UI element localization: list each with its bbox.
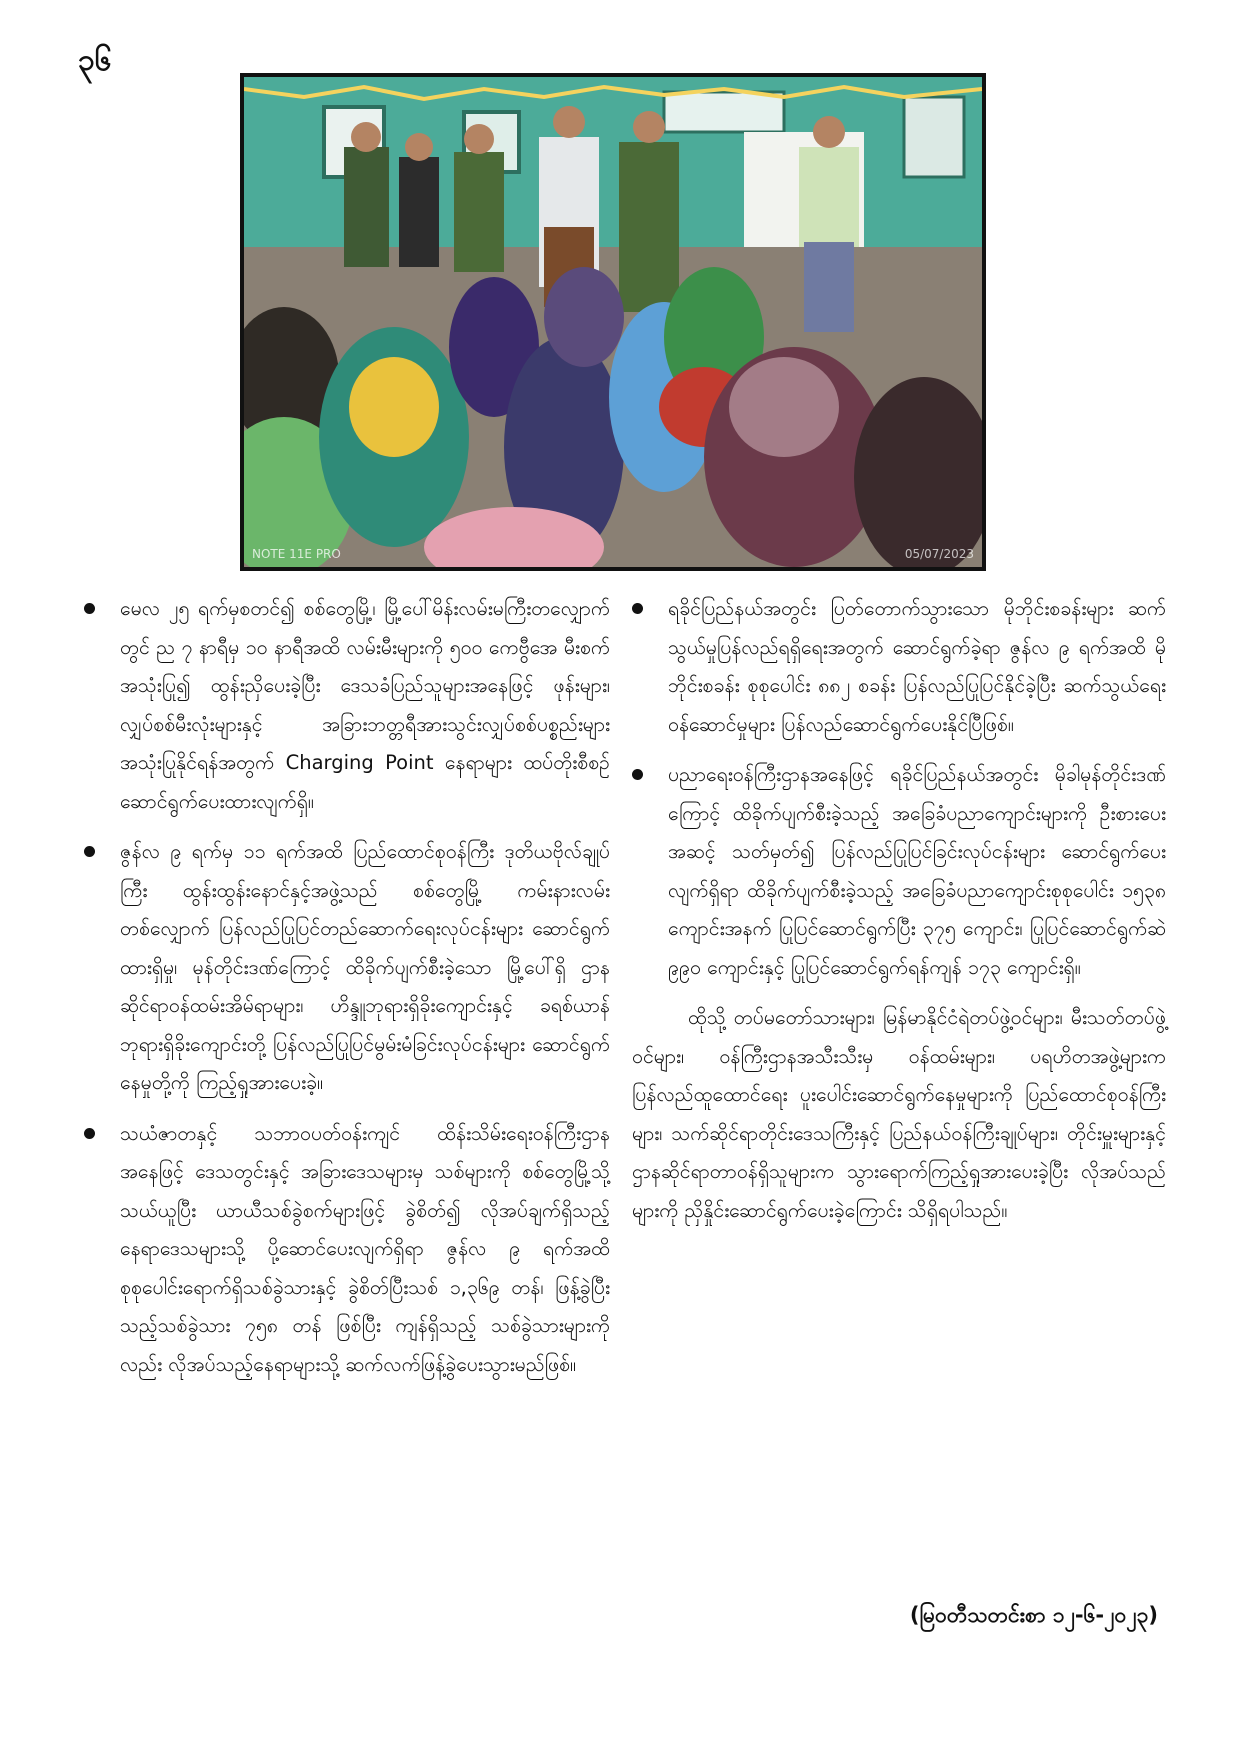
list-item xyxy=(84,833,610,1103)
list-item xyxy=(84,590,610,821)
list-item xyxy=(632,590,1166,744)
right-column xyxy=(632,590,1166,1230)
bullet-dot-icon xyxy=(632,603,643,614)
photo-watermark-date: 05/07/2023 xyxy=(904,547,974,561)
list-item-text: ဇွန်လ ၉ ရက်မှ ၁၁ ရက်အထိ ပြည်ထောင်စုဝန်ကြီး ဒုတိယဗိုလ်ချုပ်ကြီး ထွန်းထွန်းနောင်နှင့်အဖွဲ့သည် စစ်တွေမြို့ ကမ်းနားလမ်းတစ်လျှောက် ပြန်လည်ပြုပြင်တည်ဆောက်ရေးလုပ်ငန်းများ ဆောင်ရွက်ထားရှိမှု၊ မုန်တိုင်းဒဏ်ကြောင့် ထိခိုက်ပျက်စီးခဲ့သော မြို့ပေါ်ရှိ ဌာနဆိုင်ရာဝန်ထမ်းအိမ်ရာများ၊ ဟိန္ဒူဘုရားရှိခိုးကျောင်းနှင့် ခရစ်ယာန်ဘုရားရှိခိုးကျောင်းတို့ ပြန်လည်ပြုပြင်မွမ်းမံခြင်းလုပ်ငန်းများ ဆောင်ရွက်နေမှုတို့ကို ကြည့်ရှုအားပေးခဲ့။ xyxy=(120,840,610,1094)
list-item xyxy=(632,756,1166,987)
list-item-text: ရခိုင်ပြည်နယ်အတွင်း ပြတ်တောက်သွားသော မိုဘိုင်းစခန်းများ ဆက်သွယ်မှုပြန်လည်ရရှိရေးအတွက် ဆောင်ရွက်ခဲ့ရာ ဇွန်လ ၉ ရက်အထိ မိုဘိုင်းစခန်း စုစုပေါင်း ၈၈၂ စခန်း ပြန်လည်ပြုပြင်နိုင်ခဲ့ပြီး ဆက်သွယ်ရေးဝန်ဆောင်မှုများ ပြန်လည်ဆောင်ရွက်ပေးနိုင်ပြီဖြစ်။ xyxy=(668,597,1166,736)
source-citation: (မြဝတီသတင်းစာ ၁၂-၆-၂၀၂၃) xyxy=(909,1603,1158,1627)
photo-watermark-device: NOTE 11E PRO xyxy=(252,547,341,561)
left-column xyxy=(84,590,610,1396)
bullet-dot-icon xyxy=(84,603,95,614)
photo-illustration xyxy=(244,77,982,567)
list-item-text: မေလ ၂၅ ရက်မှစတင်၍ စစ်တွေမြို့၊ မြို့ပေါ်မိန်းလမ်းမကြီးတလျှောက်တွင် ည ၇ နာရီမှ ၁၀ နာရီအထိ လမ်းမီးများကို ၅၀၀ ကေဗွီအေ မီးစက်အသုံးပြု၍ ထွန်းညှိပေးခဲ့ပြီး ဒေသခံပြည်သူများအနေဖြင့် ဖုန်းများ၊ လျှပ်စစ်မီးလုံးများနှင့် အခြားဘတ္တရီအားသွင်းလျှပ်စစ်ပစ္စည်းများ အသုံးပြုနိုင်ရန်အတွက် Charging Point နေရာများ ထပ်တိုးစီစဉ်ဆောင်ရွက်ပေးထားလျက်ရှိ။ xyxy=(120,597,610,813)
news-photo xyxy=(240,73,986,571)
bullet-dot-icon xyxy=(632,769,643,780)
bullet-dot-icon xyxy=(84,1128,95,1139)
list-item xyxy=(84,1115,610,1385)
bullet-dot-icon xyxy=(84,846,95,857)
page-number: ၃၆ xyxy=(78,43,112,78)
closing-paragraph: ထိုသို့ တပ်မတော်သားများ၊ မြန်မာနိုင်ငံရဲတပ်ဖွဲ့ဝင်များ၊ မီးသတ်တပ်ဖွဲ့ဝင်များ၊ ဝန်ကြီးဌာနအသီးသီးမှ ဝန်ထမ်းများ၊ ပရဟိတအဖွဲ့များက ပြန်လည်ထူထောင်ရေး ပူးပေါင်းဆောင်ရွက်နေမှုများကို ပြည်ထောင်စုဝန်ကြီးများ၊ သက်ဆိုင်ရာတိုင်းဒေသကြီးနှင့် ပြည်နယ်ဝန်ကြီးချုပ်များ၊ တိုင်းမှူးများနှင့် ဌာနဆိုင်ရာတာဝန်ရှိသူများက သွားရောက်ကြည့်ရှုအားပေးခဲ့ပြီး လိုအပ်သည်များကို ညှိနှိုင်းဆောင်ရွက်ပေးခဲ့ကြောင်း သိရှိရပါသည်။ xyxy=(632,1006,1166,1222)
list-item-text: ပညာရေးဝန်ကြီးဌာနအနေဖြင့် ရခိုင်ပြည်နယ်အတွင်း မိုခါမုန်တိုင်းဒဏ်ကြောင့် ထိခိုက်ပျက်စီးခဲ့သည့် အခြေခံပညာကျောင်းများကို ဦးစားပေးအဆင့် သတ်မှတ်၍ ပြန်လည်ပြုပြင်ခြင်းလုပ်ငန်းများ ဆောင်ရွက်ပေးလျက်ရှိရာ ထိခိုက်ပျက်စီးခဲ့သည့် အခြေခံပညာကျောင်းစုစုပေါင်း ၁၅၃၈ ကျောင်းအနက် ပြုပြင်ဆောင်ရွက်ပြီး ၃၇၅ ကျောင်း၊ ပြုပြင်ဆောင်ရွက်ဆဲ ၉၉၀ ကျောင်းနှင့် ပြုပြင်ဆောင်ရွက်ရန်ကျန် ၁၇၃ ကျောင်းရှိ။ xyxy=(668,763,1166,979)
list-item-text: သယံဇာတနှင့် သဘာဝပတ်ဝန်းကျင် ထိန်းသိမ်းရေးဝန်ကြီးဌာနအနေဖြင့် ဒေသတွင်းနှင့် အခြားဒေသများမှ သစ်များကို စစ်တွေမြို့သို့ သယ်ယူပြီး ယာယီသစ်ခွဲစက်များဖြင့် ခွဲစိတ်၍ လိုအပ်ချက်ရှိသည့် နေရာဒေသများသို့ ပို့ဆောင်ပေးလျက်ရှိရာ ဇွန်လ ၉ ရက်အထိ စုစုပေါင်းရောက်ရှိသစ်ခွဲသားနှင့် ခွဲစိတ်ပြီးသစ် ၁,၃၆၉ တန်၊ ဖြန့်ခွဲပြီးသည့်သစ်ခွဲသား ၇၅၈ တန် ဖြစ်ပြီး ကျန်ရှိသည့် သစ်ခွဲသားများကိုလည်း လိုအပ်သည့်နေရာများသို့ ဆက်လက်ဖြန့်ခွဲပေးသွားမည်ဖြစ်။ xyxy=(120,1121,610,1376)
